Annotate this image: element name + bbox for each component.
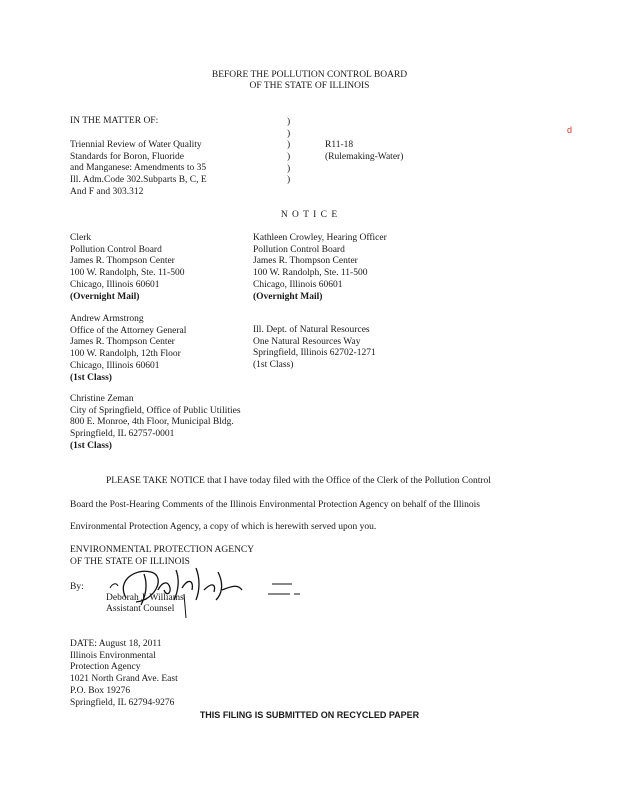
recycled-paper-notice: THIS FILING IS SUBMITTED ON RECYCLED PAPER bbox=[199, 710, 420, 720]
address-line: Christine Zeman bbox=[70, 394, 134, 404]
recipient-hearing-officer bbox=[253, 233, 387, 303]
court-header-line1: BEFORE THE POLLUTION CONTROL BOARD bbox=[211, 70, 408, 80]
paren: ) bbox=[287, 140, 291, 151]
agency-name-line2: OF THE STATE OF ILLINOIS bbox=[70, 557, 190, 567]
notice-body-line2: Board the Post-Hearing Comments of the Illinois Environmental Protection Agency on behalf of the Illinois bbox=[70, 500, 481, 510]
address-line: Chicago, Illinois 60601 bbox=[70, 279, 160, 290]
matter-description bbox=[70, 140, 207, 199]
address-line: City of Springfield, Office of Public Utilities bbox=[70, 405, 241, 416]
address-line: Pollution Control Board bbox=[70, 244, 162, 255]
caption-parentheses bbox=[287, 117, 290, 187]
address-line: Springfield, IL 62757-0001 bbox=[70, 429, 175, 440]
by-label: By: bbox=[70, 582, 84, 592]
filing-date: DATE: August 18, 2011 bbox=[70, 639, 162, 649]
address-line: Springfield, Illinois 62702-1271 bbox=[253, 348, 376, 359]
docket-number: R11-18 bbox=[325, 140, 354, 150]
address-line: Protection Agency bbox=[70, 662, 141, 673]
address-line: Illinois Environmental bbox=[70, 650, 156, 661]
address-line: James R. Thompson Center bbox=[70, 337, 175, 348]
address-line: James R. Thompson Center bbox=[253, 256, 358, 267]
matter-line: And F and 303.312 bbox=[70, 186, 144, 197]
address-line: Office of the Attorney General bbox=[70, 325, 187, 336]
recipient-clerk bbox=[70, 233, 184, 303]
paren: ) bbox=[287, 128, 291, 139]
recipient-armstrong bbox=[70, 314, 186, 384]
matter-line: and Manganese: Amendments to 35 bbox=[70, 163, 207, 174]
paren: ) bbox=[287, 175, 291, 186]
delivery-method: (1st Class) bbox=[70, 372, 112, 383]
signer-name: Deborah J. Williams bbox=[106, 593, 184, 603]
delivery-method: (Overnight Mail) bbox=[70, 291, 140, 302]
address-line: 100 W. Randolph, 12th Floor bbox=[70, 349, 181, 360]
agency-address-block bbox=[70, 639, 178, 709]
address-line: P.O. Box 19276 bbox=[70, 685, 131, 696]
margin-mark: d bbox=[567, 125, 573, 135]
matter-line: Triennial Review of Water Quality bbox=[70, 140, 202, 150]
address-line: Ill. Dept. of Natural Resources bbox=[253, 325, 370, 335]
address-line: 800 E. Monroe, 4th Floor, Municipal Bldg. bbox=[70, 417, 234, 428]
address-line: Kathleen Crowley, Hearing Officer bbox=[253, 233, 387, 243]
matter-line: Standards for Boron, Fluoride bbox=[70, 151, 184, 162]
notice-body-line3: Environmental Protection Agency, a copy of which is herewith served upon you. bbox=[70, 522, 377, 532]
paren: ) bbox=[287, 152, 291, 163]
notice-body-line1: PLEASE TAKE NOTICE that I have today filed with the Office of the Clerk of the Pollution Control bbox=[106, 476, 491, 486]
paren: ) bbox=[287, 117, 291, 127]
signer-title: Assistant Counsel bbox=[106, 604, 175, 614]
address-line: 100 W. Randolph, Ste. 11-500 bbox=[253, 268, 368, 279]
address-line: Chicago, Illinois 60601 bbox=[253, 279, 343, 290]
address-line: Andrew Armstrong bbox=[70, 314, 144, 324]
address-line: 100 W. Randolph, Ste. 11-500 bbox=[70, 268, 185, 279]
matter-line: Ill. Adm.Code 302.Subparts B, C, E bbox=[70, 175, 207, 186]
delivery-method: (1st Class) bbox=[253, 360, 294, 371]
address-line: One Natural Resources Way bbox=[253, 336, 361, 347]
address-line: James R. Thompson Center bbox=[70, 256, 175, 267]
docket-type: (Rulemaking-Water) bbox=[325, 152, 404, 162]
address-line: Clerk bbox=[70, 233, 92, 243]
recipient-idnr bbox=[253, 325, 376, 372]
recipient-zeman bbox=[70, 394, 241, 453]
matter-label: IN THE MATTER OF: bbox=[70, 116, 159, 126]
delivery-method: (1st Class) bbox=[70, 440, 112, 451]
address-line: 1021 North Grand Ave. East bbox=[70, 674, 178, 685]
notice-title: N O T I C E bbox=[280, 210, 339, 220]
delivery-method: (Overnight Mail) bbox=[253, 291, 323, 302]
address-line: Springfield, IL 62794-9276 bbox=[70, 697, 175, 708]
agency-name-line1: ENVIRONMENTAL PROTECTION AGENCY bbox=[70, 545, 255, 555]
address-line: Pollution Control Board bbox=[253, 244, 345, 255]
paren: ) bbox=[287, 163, 291, 174]
court-header-line2: OF THE STATE OF ILLINOIS bbox=[249, 81, 370, 91]
address-line: Chicago, Illinois 60601 bbox=[70, 360, 160, 371]
